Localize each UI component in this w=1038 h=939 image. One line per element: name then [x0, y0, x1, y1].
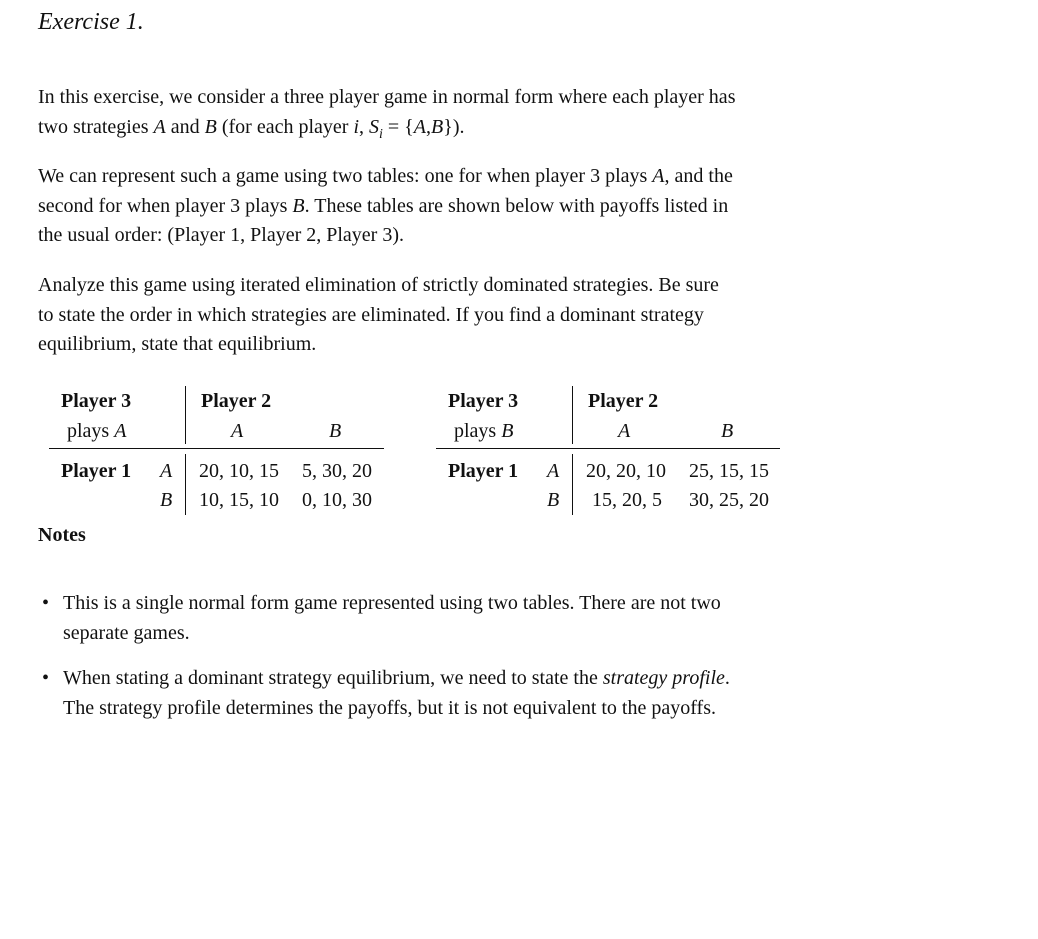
table1-row-b: B — [160, 489, 173, 511]
payoff-table-player3-a — [49, 386, 384, 518]
note-item-1 — [38, 589, 738, 648]
table1-vertical-rule-top — [185, 386, 186, 444]
table1-horizontal-rule — [49, 448, 384, 449]
p1-text-a: In this exercise, we consider a three player game in normal form where each player has two strategies — [38, 86, 736, 138]
note-2-text-b: . The strategy profile determines the payoffs, but it is not equivalent to the payoffs. — [63, 667, 730, 719]
table2-player3-label: Player 3 — [448, 390, 519, 412]
table2-col-a: A — [618, 420, 631, 442]
exercise-title: Exercise 1. — [38, 9, 144, 35]
table1-plays-strategy: A — [114, 420, 127, 442]
table1-player2-label: Player 2 — [201, 390, 272, 412]
bullet-icon: • — [42, 592, 50, 614]
table2-row-b: B — [547, 489, 560, 511]
table2-payoff-ba: 15, 20, 5 — [592, 489, 662, 511]
p1-player-i: i — [353, 115, 360, 138]
table2-row-a: A — [547, 460, 560, 482]
table1-plays-text: plays — [67, 420, 115, 442]
note-2-emphasis: strategy profile — [602, 667, 725, 689]
table2-vertical-rule-bottom — [572, 454, 573, 515]
table2-plays-strategy: B — [501, 420, 514, 442]
table2-payoff-aa: 20, 20, 10 — [586, 460, 666, 482]
table2-plays-text: plays — [454, 420, 502, 442]
p2-text-b: , and the second for when player 3 plays — [38, 165, 733, 217]
notes-list — [38, 589, 738, 739]
table1-payoff-ab: 5, 30, 20 — [302, 460, 372, 482]
table1-col-a: A — [231, 420, 244, 442]
notes-heading: Notes — [38, 524, 86, 546]
p2-text-a: We can represent such a game using two tables: one for when player 3 plays — [38, 165, 653, 187]
p1-strategy-a: A — [153, 115, 166, 138]
table1-payoff-bb: 0, 10, 30 — [302, 489, 372, 511]
table2-col-b: B — [721, 420, 734, 442]
intro-paragraph-1 — [38, 83, 738, 149]
intro-paragraph-2 — [38, 162, 738, 251]
table1-payoff-ba: 10, 15, 10 — [199, 489, 279, 511]
p1-text-c: , — [359, 115, 370, 138]
p1-set-close: }). — [443, 115, 465, 138]
table2-player1-label: Player 1 — [448, 460, 519, 482]
table2-payoff-bb: 30, 25, 20 — [689, 489, 769, 511]
table2-player2-label: Player 2 — [588, 390, 659, 412]
p2-strategy-a: A — [652, 165, 665, 187]
note-2-text-a: When stating a dominant strategy equilibrium, we need to state the — [63, 667, 603, 689]
bullet-icon: • — [42, 667, 50, 689]
table1-player3-plays — [67, 419, 126, 443]
table1-player1-label: Player 1 — [61, 460, 132, 482]
p1-set-open: = { — [382, 115, 414, 138]
p1-text-and: and — [165, 115, 205, 138]
table2-player3-plays — [454, 419, 513, 443]
p1-set-a: A — [413, 115, 427, 138]
payoff-table-player3-b — [436, 386, 771, 518]
p1-text-b: (for each player — [216, 115, 354, 138]
table2-payoff-ab: 25, 15, 15 — [689, 460, 769, 482]
p1-set-subscript: i — [379, 126, 383, 142]
table1-vertical-rule-bottom — [185, 454, 186, 515]
table2-horizontal-rule — [436, 448, 780, 449]
table2-vertical-rule-top — [572, 386, 573, 444]
p2-strategy-b: B — [292, 194, 305, 217]
p1-set-b: B — [431, 115, 444, 138]
table1-col-b: B — [329, 420, 342, 442]
intro-paragraph-3: Analyze this game using iterated elimination of strictly dominated strategies. Be sure to state the order in which strategies are eliminated. If you find a dominant strategy equilibrium, state that equilibrium. — [38, 274, 719, 355]
p1-set-symbol: S — [369, 115, 380, 138]
table1-row-a: A — [160, 460, 173, 482]
p2-text-c: . These tables are shown below with payoffs listed in the usual order: (Player 1, Player 2, Player 3). — [38, 194, 729, 246]
p1-set-comma: , — [426, 115, 432, 138]
table1-payoff-aa: 20, 10, 15 — [199, 460, 279, 482]
note-1-text: This is a single normal form game represented using two tables. There are not two separate games. — [63, 592, 721, 644]
note-item-2 — [38, 664, 738, 723]
p1-strategy-b: B — [204, 115, 217, 138]
table1-player3-label: Player 3 — [61, 390, 132, 412]
